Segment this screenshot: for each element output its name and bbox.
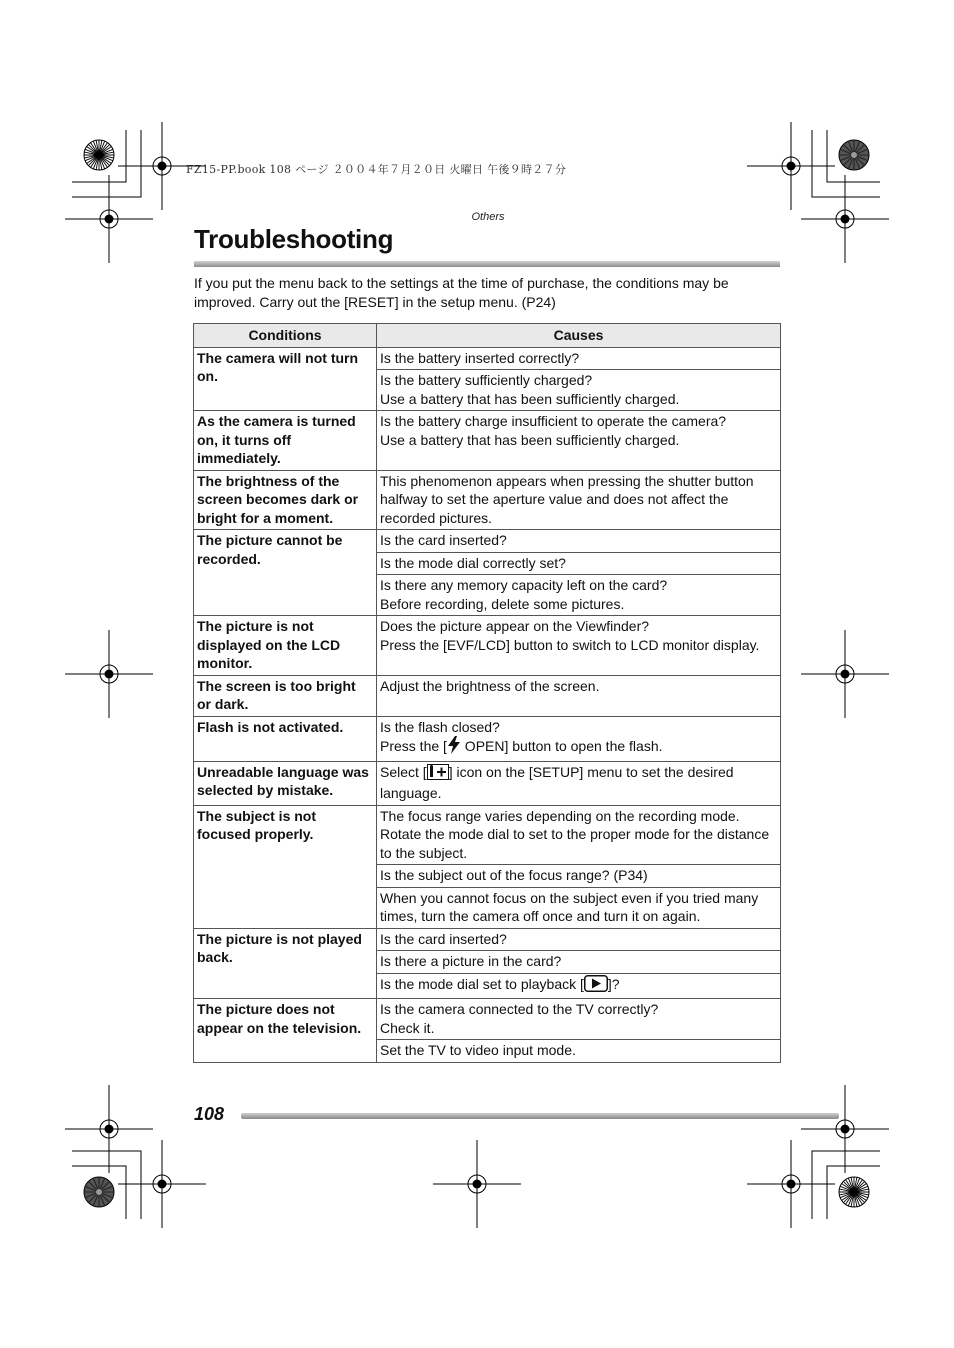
table-row (194, 716, 781, 761)
cause-text: OPEN] button to open the flash. (460, 738, 663, 754)
cause-cell (377, 370, 781, 411)
cause-cell (377, 973, 781, 999)
cause-line: Is the flash closed? (380, 718, 500, 735)
condition-cell: The subject is not focused properly. (194, 805, 377, 928)
cause-line: Is there a picture in the card? (380, 953, 562, 969)
table-row (194, 675, 781, 716)
cause-line: Is the mode dial correctly set? (380, 554, 566, 571)
table-row (194, 999, 781, 1040)
cause-line: Is the battery inserted correctly? (380, 349, 580, 366)
cause-line: Is there any memory capacity left on the card? (380, 577, 668, 593)
cause-line (380, 763, 777, 803)
cause-line: Is the camera connected to the TV correctly? (380, 1001, 659, 1017)
table-row (194, 530, 781, 553)
cause-cell (377, 675, 781, 716)
condition-cell: The picture cannot be recorded. (194, 530, 377, 616)
cause-line: Is the battery sufficiently charged? (380, 372, 593, 388)
cause-line: Check it. (380, 1019, 435, 1036)
title-rule (194, 261, 780, 267)
cause-line: Is the battery charge insufficient to operate the camera? (380, 413, 727, 429)
cause-cell (377, 552, 781, 575)
cause-text: Press the [ (380, 738, 447, 754)
condition-cell: The screen is too bright or dark. (194, 675, 377, 716)
cause-line: Set the TV to video input mode. (380, 1042, 576, 1058)
cause-line: When you cannot focus on the subject even if you tried many times, turn the camera off once and turn it on again. (380, 889, 759, 924)
cause-line (380, 975, 777, 997)
page-number: 108 (194, 1104, 225, 1124)
cause-line: The focus range varies depending on the recording mode. (380, 807, 740, 824)
cause-cell (377, 716, 781, 761)
page-title: Troubleshooting (194, 224, 394, 254)
condition-cell: The picture is not played back. (194, 928, 377, 999)
cause-line (380, 736, 777, 759)
cause-line: Rotate the mode dial to set to the proper mode for the distance to the subject. (380, 826, 770, 861)
cause-line: Does the picture appear on the Viewfinder? (380, 618, 650, 634)
cause-line: Adjust the brightness of the screen. (380, 677, 600, 694)
cause-cell (377, 865, 781, 888)
condition-cell: As the camera is turned on, it turns off immediately. (194, 411, 377, 471)
condition-cell: The camera will not turn on. (194, 347, 377, 411)
table-row (194, 805, 781, 865)
cause-cell (377, 470, 781, 530)
cause-line: This phenomenon appears when pressing the shutter button halfway to set the aperture value and does not affect the recorded pictures. (380, 472, 754, 526)
cause-line: Is the subject out of the focus range? (P34) (380, 867, 648, 883)
cause-text: ]? (607, 975, 620, 992)
cause-cell (377, 805, 781, 865)
intro-text: If you put the menu back to the settings at the time of purchase, the conditions may be improved. Carry out the [RESET] in the setup menu. (P24) (194, 275, 729, 310)
cause-line: Use a battery that has been sufficiently charged. (380, 431, 680, 448)
cause-line: Use a battery that has been sufficiently charged. (380, 390, 680, 407)
flash-icon (447, 736, 461, 759)
troubleshooting-table (193, 323, 781, 1063)
causes-header: Causes (377, 324, 781, 348)
condition-cell: The picture does not appear on the television. (194, 999, 377, 1063)
cause-line: Is the card inserted? (380, 532, 507, 548)
cause-cell (377, 575, 781, 616)
cause-cell (377, 411, 781, 471)
cause-text: Select [ (380, 763, 427, 780)
playback-icon (584, 975, 608, 997)
table-row (194, 470, 781, 530)
cause-line: Is the card inserted? (380, 930, 507, 947)
table-row (194, 761, 781, 805)
cause-line: Press the [EVF/LCD] button to switch to LCD monitor display. (380, 636, 760, 653)
table-row (194, 411, 781, 471)
language-icon (427, 764, 449, 785)
cause-cell (377, 616, 781, 676)
cause-cell (377, 761, 781, 805)
cause-cell (377, 347, 781, 370)
condition-cell: Unreadable language was selected by mistake. (194, 761, 377, 805)
print-header: FZ15-PP.book 108 ページ ２００４年７月２０日 火曜日 午後９時２７分 (186, 163, 567, 176)
conditions-header: Conditions (194, 324, 377, 348)
table-body (194, 347, 781, 1062)
table-row (194, 616, 781, 676)
condition-cell: Flash is not activated. (194, 716, 377, 761)
cause-text: ] icon on the [SETUP] menu to set the desired language. (380, 763, 734, 801)
cause-cell (377, 887, 781, 928)
table-row (194, 928, 781, 951)
condition-cell: The brightness of the screen becomes dark or bright for a moment. (194, 470, 377, 530)
cause-cell (377, 951, 781, 974)
section-label: Others (471, 211, 505, 223)
cause-cell (377, 1040, 781, 1063)
cause-cell (377, 530, 781, 553)
cause-cell (377, 999, 781, 1040)
cause-text: Is the mode dial set to playback [ (380, 975, 584, 992)
cause-line: Before recording, delete some pictures. (380, 595, 625, 612)
condition-cell: The picture is not displayed on the LCD monitor. (194, 616, 377, 676)
table-header-row (194, 324, 781, 348)
table-row (194, 347, 781, 370)
footer-rule (241, 1113, 839, 1119)
cause-cell (377, 928, 781, 951)
